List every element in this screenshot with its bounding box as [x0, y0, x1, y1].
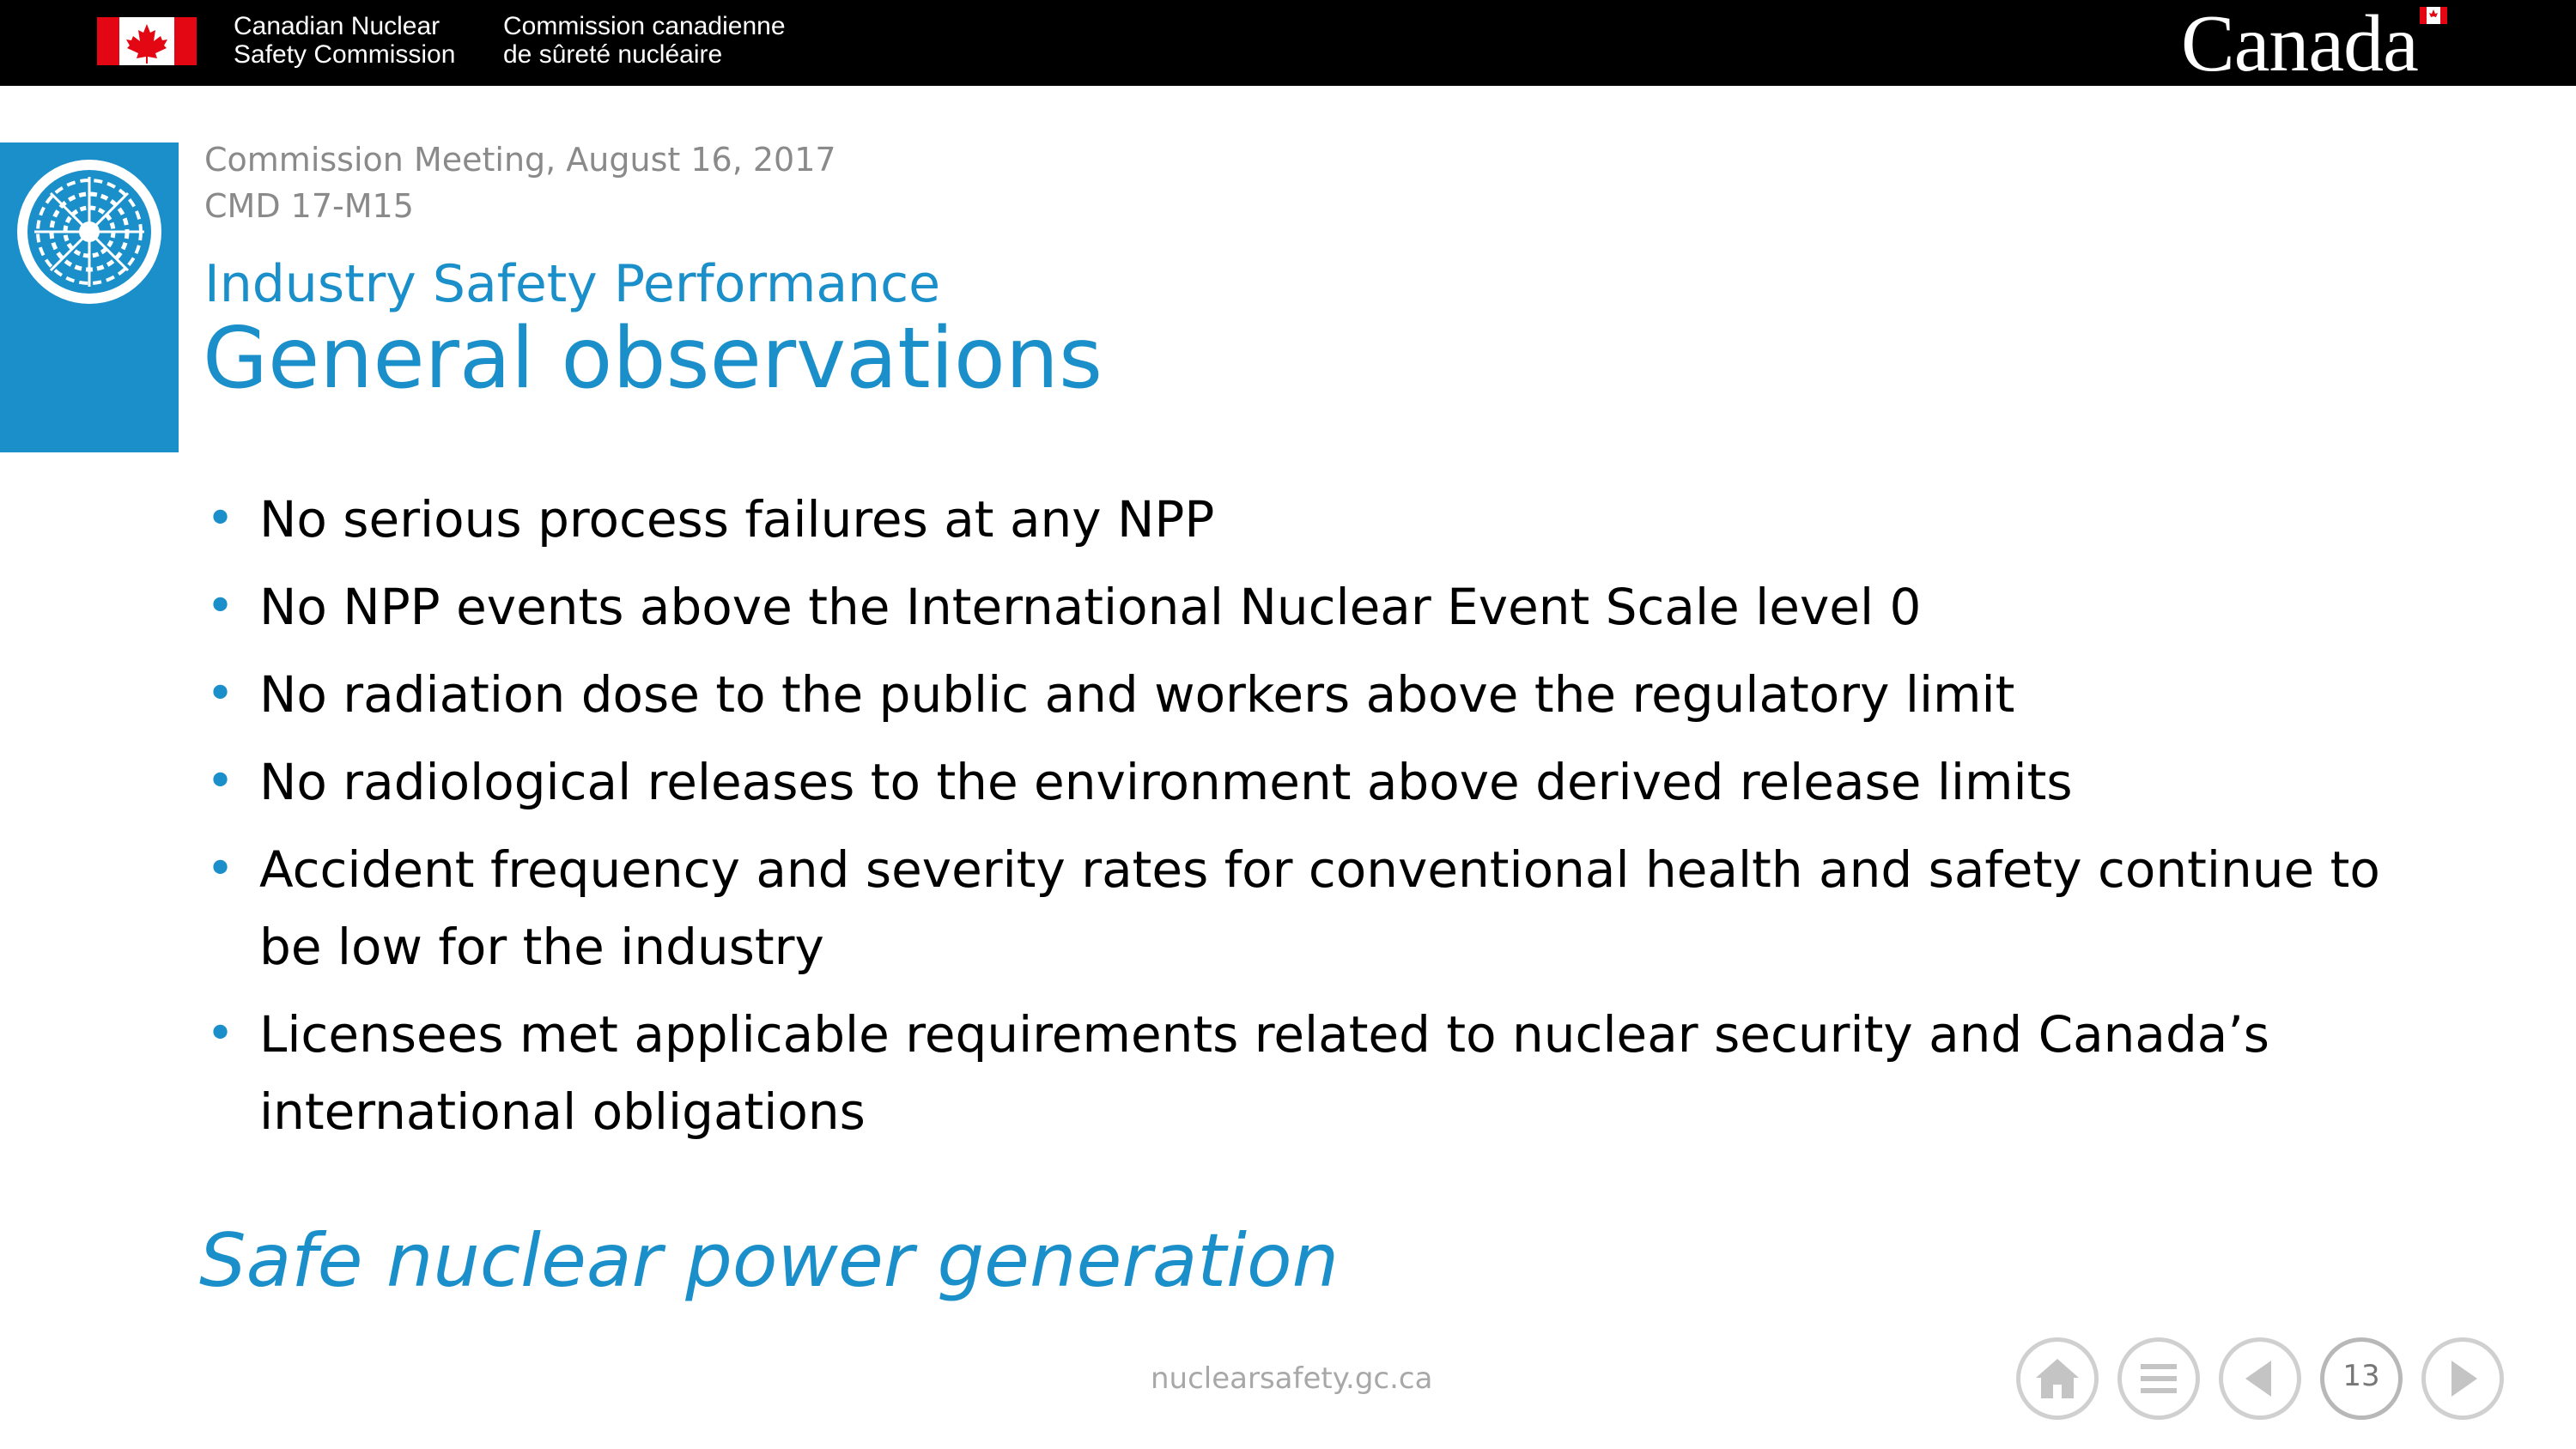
agency-fr-line2: de sûreté nucléaire: [503, 40, 723, 69]
bullet-icon: •: [206, 666, 235, 722]
bullet-icon: •: [206, 491, 235, 547]
list-item: [206, 996, 2439, 1150]
previous-slide-button[interactable]: [2219, 1337, 2301, 1420]
section-title: Industry Safety Performance: [204, 254, 941, 314]
list-item: [206, 568, 2439, 646]
next-icon: [2426, 1342, 2500, 1416]
menu-icon: [2122, 1342, 2196, 1416]
home-icon: [2020, 1342, 2094, 1416]
agency-en-line2: Safety Commission: [234, 40, 456, 69]
menu-button[interactable]: [2117, 1337, 2200, 1420]
bullet-text: No serious process failures at any NPP: [259, 490, 1215, 549]
list-item: [206, 831, 2439, 985]
bullet-icon: •: [206, 579, 235, 634]
observations-list: [206, 481, 2439, 1161]
agency-name-french: [503, 12, 786, 69]
canada-wordmark: Canada: [2181, 0, 2418, 88]
meeting-date: Commission Meeting, August 16, 2017: [204, 141, 836, 179]
footer-url[interactable]: nuclearsafety.gc.ca: [1151, 1361, 1433, 1396]
next-slide-button[interactable]: [2421, 1337, 2504, 1420]
bullet-text: No radiation dose to the public and workers above the regulatory limit: [259, 665, 2015, 724]
agency-en-line1: Canadian Nuclear: [234, 12, 440, 40]
page-number-button[interactable]: [2320, 1337, 2403, 1420]
bullet-text: No NPP events above the International Nuclear Event Scale level 0: [259, 578, 1922, 636]
page-number: 13: [2342, 1359, 2380, 1393]
agency-name-english: [234, 12, 455, 69]
list-item: [206, 743, 2439, 821]
slide-title: General observations: [203, 310, 1103, 408]
bullet-icon: •: [206, 1006, 235, 1062]
wordmark-flag-icon: [2420, 7, 2447, 24]
bullet-icon: •: [206, 754, 235, 809]
government-header-bar: [0, 0, 2576, 86]
agency-fr-line1: Commission canadienne: [503, 12, 786, 40]
cmd-reference: CMD 17-M15: [204, 187, 414, 225]
cnsc-emblem-icon: [14, 156, 165, 307]
bullet-icon: •: [206, 841, 235, 897]
tagline: Safe nuclear power generation: [199, 1218, 1340, 1304]
emblem-panel: [0, 142, 179, 452]
list-item: [206, 656, 2439, 733]
home-button[interactable]: [2016, 1337, 2099, 1420]
bullet-text: Accident frequency and severity rates for conventional health and safety continue to be low for the industry: [259, 840, 2380, 976]
canada-flag-icon: [97, 17, 197, 65]
bullet-text: Licensees met applicable requirements related to nuclear security and Canada’s international obligations: [259, 1005, 2269, 1141]
bullet-text: No radiological releases to the environment above derived release limits: [259, 753, 2073, 811]
previous-icon: [2223, 1342, 2297, 1416]
list-item: [206, 481, 2439, 558]
